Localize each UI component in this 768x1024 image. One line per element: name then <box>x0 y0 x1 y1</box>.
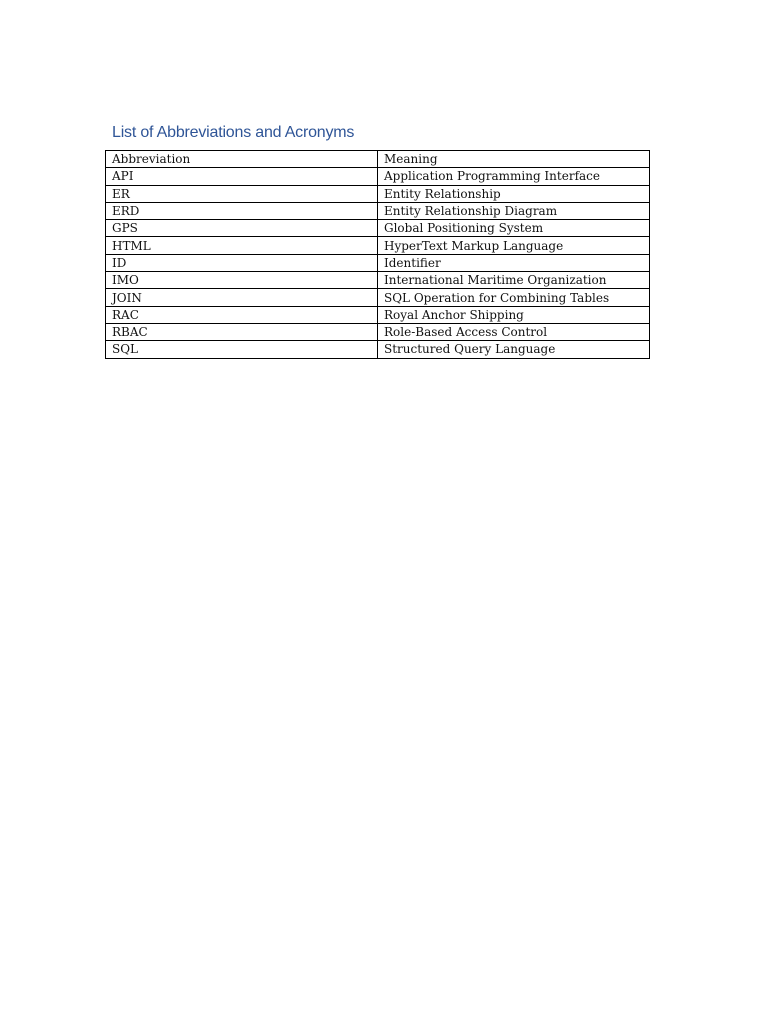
abbreviation-cell: RBAC <box>106 323 378 340</box>
abbreviation-cell: SQL <box>106 341 378 358</box>
meaning-cell: Structured Query Language <box>378 341 650 358</box>
abbreviation-cell: ER <box>106 185 378 202</box>
table-row <box>106 306 650 323</box>
meaning-cell: Identifier <box>378 254 650 271</box>
table-row <box>106 202 650 219</box>
table-row <box>106 341 650 358</box>
abbreviation-cell: ID <box>106 254 378 271</box>
meaning-cell: Application Programming Interface <box>378 168 650 185</box>
meaning-cell: International Maritime Organization <box>378 272 650 289</box>
meaning-cell: Royal Anchor Shipping <box>378 306 650 323</box>
table-row <box>106 289 650 306</box>
table-header-row <box>106 151 650 168</box>
meaning-cell: Role-Based Access Control <box>378 323 650 340</box>
table-row <box>106 323 650 340</box>
column-header-meaning: Meaning <box>378 151 650 168</box>
table-row <box>106 168 650 185</box>
abbreviation-cell: API <box>106 168 378 185</box>
table-row <box>106 220 650 237</box>
meaning-cell: HyperText Markup Language <box>378 237 650 254</box>
abbreviation-cell: RAC <box>106 306 378 323</box>
abbreviation-cell: HTML <box>106 237 378 254</box>
table-row <box>106 237 650 254</box>
table-row <box>106 254 650 271</box>
abbreviation-cell: IMO <box>106 272 378 289</box>
abbreviation-cell: ERD <box>106 202 378 219</box>
table-row <box>106 185 650 202</box>
page-title: List of Abbreviations and Acronyms <box>112 124 355 141</box>
meaning-cell: Entity Relationship <box>378 185 650 202</box>
meaning-cell: SQL Operation for Combining Tables <box>378 289 650 306</box>
abbreviation-cell: JOIN <box>106 289 378 306</box>
abbreviation-cell: GPS <box>106 220 378 237</box>
column-header-abbreviation: Abbreviation <box>106 151 378 168</box>
meaning-cell: Global Positioning System <box>378 220 650 237</box>
abbreviations-table <box>105 150 650 359</box>
table-row <box>106 272 650 289</box>
meaning-cell: Entity Relationship Diagram <box>378 202 650 219</box>
